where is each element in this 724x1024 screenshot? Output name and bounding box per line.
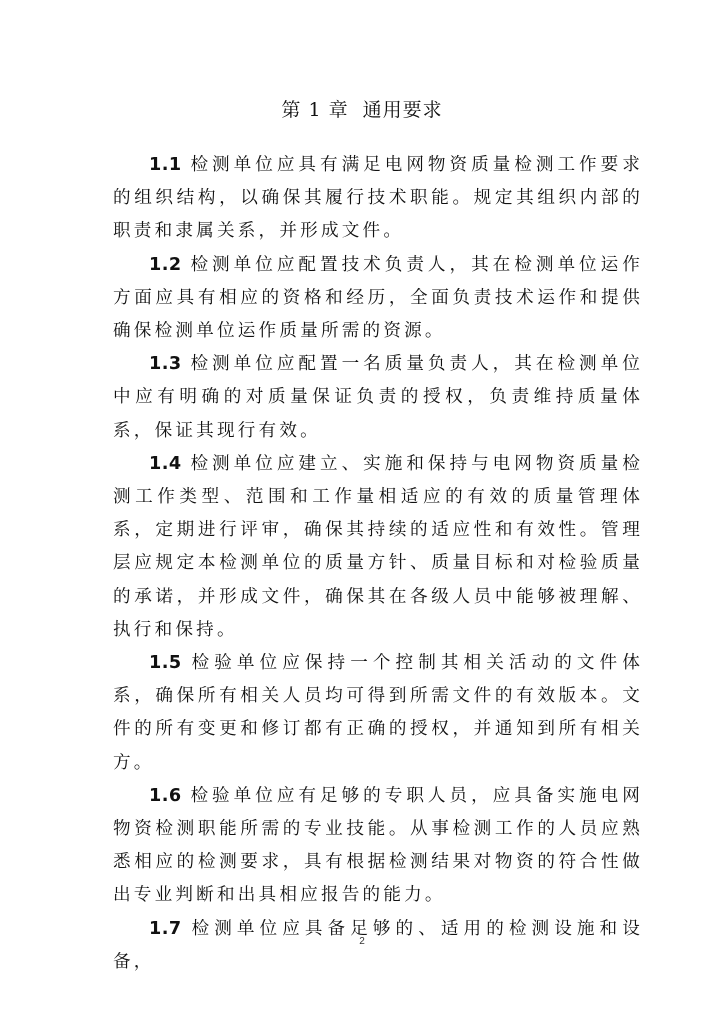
clause-text: 检测单位应具备足够的、适用的检测设施和设备， [113,918,643,972]
clause-1-4 [113,448,643,647]
clause-1-3 [113,348,643,448]
clause-text: 检测单位应建立、实施和保持与电网物资质量检测工作类型、范围和工作量相适应的有效的质量管理体系，定期进行评审，确保其持续的适应性和有效性。管理层应规定本检测单位的质量方针、质量目标和对检验质量的承诺，并形成文件，确保其在各级人员中能够被理解、执行和保持。 [113,453,643,640]
chapter-body [113,149,643,979]
clause-1-5 [113,647,643,780]
clause-text: 检验单位应有足够的专职人员，应具备实施电网物资检测职能所需的专业技能。从事检测工作的人员应熟悉相应的检测要求，具有根据检测结果对物资的符合性做出专业判断和出具相应报告的能力。 [113,785,643,906]
clause-number: 1.2 [149,254,182,275]
clause-text: 检测单位应配置技术负责人，其在检测单位运作方面应具有相应的资格和经历，全面负责技术运作和提供确保检测单位运作质量所需的资源。 [113,254,643,342]
clause-1-1 [113,149,643,249]
chapter-number: 第 1 章 [281,99,349,121]
clause-number: 1.4 [149,453,182,474]
page-number: 2 [359,936,365,947]
clause-1-2 [113,249,643,349]
clause-number: 1.7 [149,918,182,939]
clause-number: 1.1 [149,155,182,175]
clause-number: 1.3 [149,354,182,375]
clause-text: 检测单位应配置一名质量负责人，其在检测单位中应有明确的对质量保证负责的授权，负责维持质量体系，保证其现行有效。 [113,354,643,441]
clause-number: 1.6 [149,785,182,806]
clause-text: 检验单位应保持一个控制其相关活动的文件体系，确保所有相关人员均可得到所需文件的有效版本。文件的所有变更和修订都有正确的授权，并通知到所有相关方。 [113,653,643,773]
chapter-heading: 通用要求 [362,99,443,121]
clause-1-6 [113,780,643,913]
chapter-title [0,96,724,124]
clause-number: 1.5 [149,653,182,674]
clause-text: 检测单位应具有满足电网物资质量检测工作要求的组织结构，以确保其履行技术职能。规定其组织内部的职责和隶属关系，并形成文件。 [113,155,643,242]
